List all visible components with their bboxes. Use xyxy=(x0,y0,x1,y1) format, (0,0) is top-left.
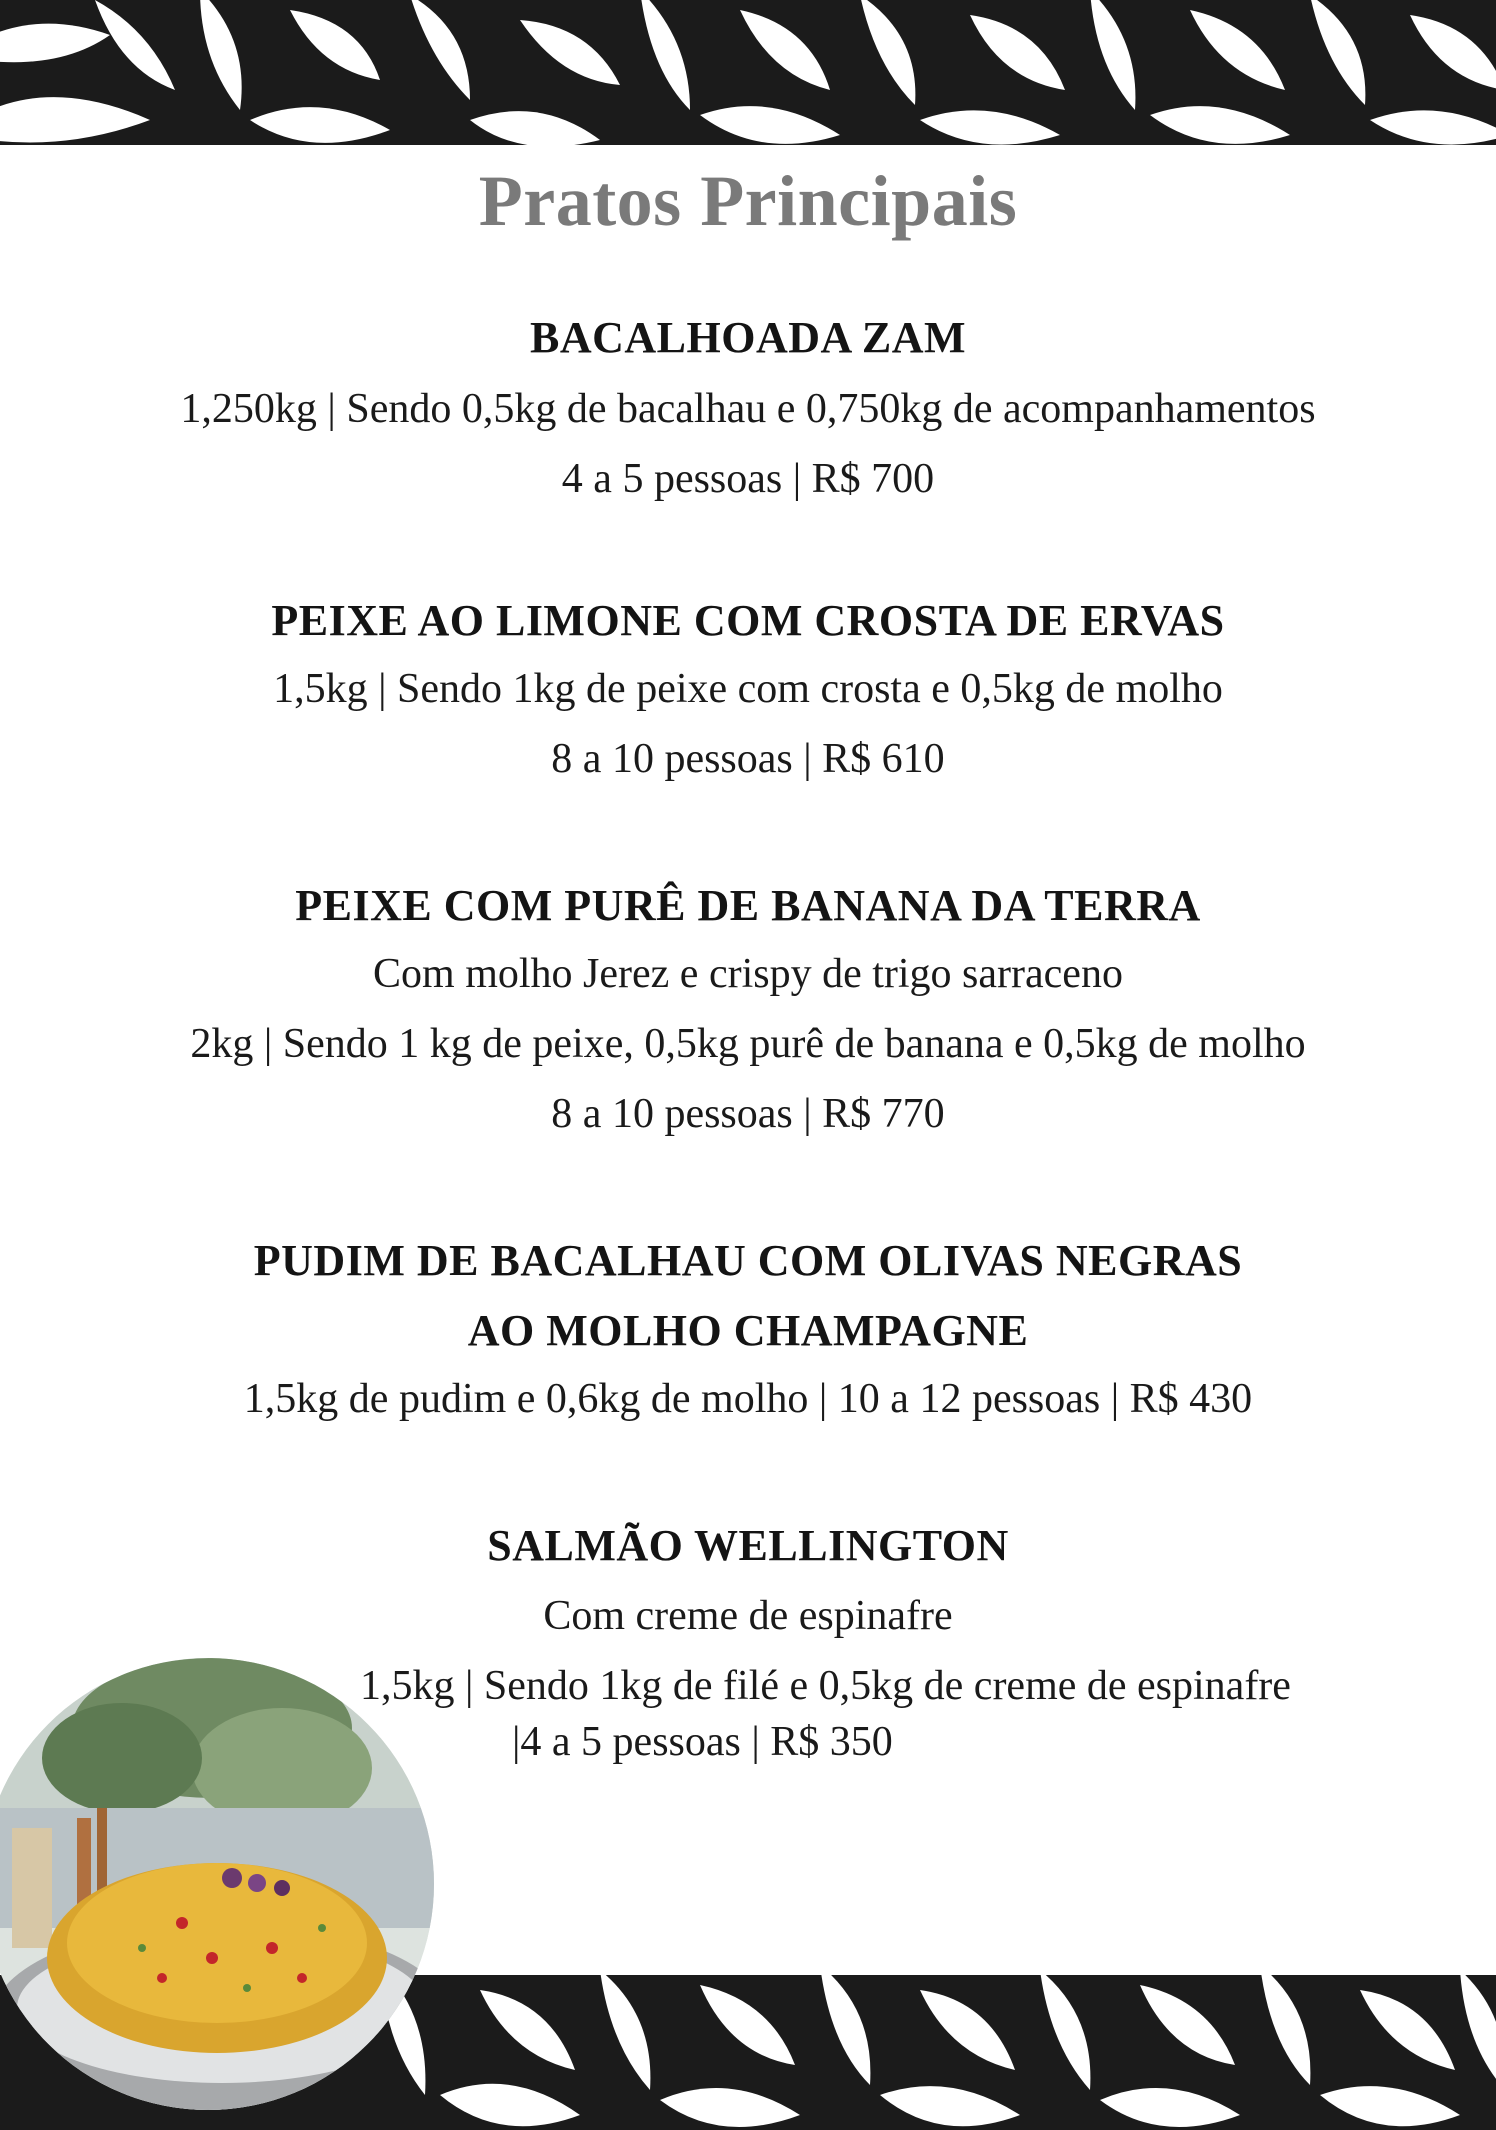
dish-name: BACALHOADA ZAM xyxy=(529,313,967,362)
dish-name: PEIXE AO LIMONE COM CROSTA DE ERVAS xyxy=(271,596,1225,645)
leaf-pattern-icon xyxy=(0,0,1496,145)
dish-detail: 8 a 10 pessoas | R$ 770 xyxy=(551,1091,945,1137)
page-title: Pratos Principais xyxy=(478,161,1018,241)
dish-detail: 8 a 10 pessoas | R$ 610 xyxy=(551,736,945,782)
dish-detail: 2kg | Sendo 1 kg de peixe, 0,5kg purê de banana e 0,5kg de molho xyxy=(190,1021,1306,1067)
dish-detail: |4 a 5 pessoas | R$ 350 xyxy=(512,1719,893,1765)
top-leaf-band xyxy=(0,0,1496,145)
dish-detail: 4 a 5 pessoas | R$ 700 xyxy=(561,456,935,502)
dish-detail: 1,5kg | Sendo 1kg de filé e 0,5kg de creme de espinafre xyxy=(360,1663,1291,1709)
dish-detail: 1,250kg | Sendo 0,5kg de bacalhau e 0,750kg de acompanhamentos xyxy=(180,386,1316,432)
dish-detail: 1,5kg de pudim e 0,6kg de molho | 10 a 12 pessoas | R$ 430 xyxy=(243,1376,1253,1422)
dish-name: PEIXE COM PURÊ DE BANANA DA TERRA xyxy=(295,881,1201,930)
dish-detail: 1,5kg | Sendo 1kg de peixe com crosta e 0,5kg de molho xyxy=(273,666,1223,712)
dish-name: SALMÃO WELLINGTON xyxy=(487,1521,1009,1570)
dish-name: PUDIM DE BACALHAU COM OLIVAS NEGRAS xyxy=(253,1236,1243,1285)
food-photo xyxy=(0,1658,434,2110)
dish-detail: Com molho Jerez e crispy de trigo sarraceno xyxy=(373,951,1123,997)
dish-detail: Com creme de espinafre xyxy=(543,1593,953,1639)
dish-name: AO MOLHO CHAMPAGNE xyxy=(467,1306,1029,1355)
